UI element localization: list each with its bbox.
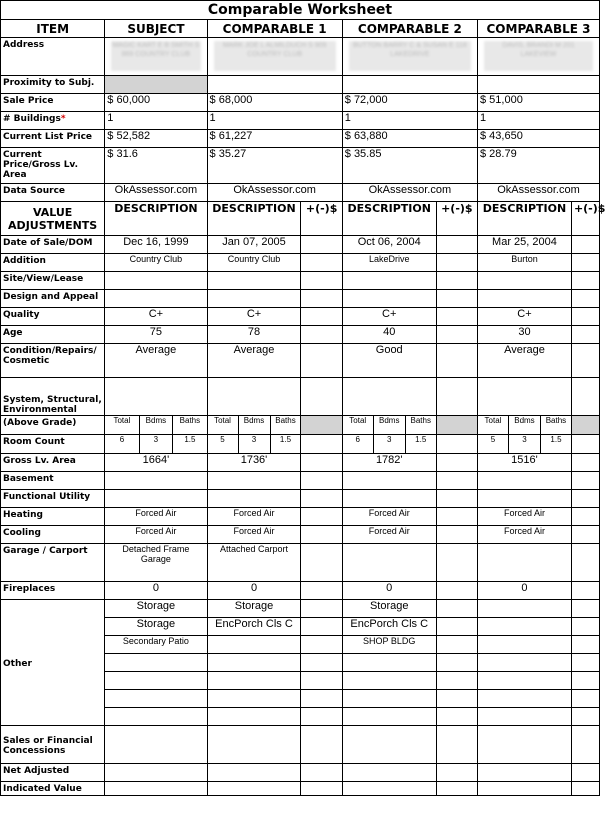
comp3-basement-adj <box>571 472 599 490</box>
subject-room-values <box>105 435 207 454</box>
comp2-garage-adj <box>436 544 477 582</box>
comp1-system-adj <box>301 378 342 416</box>
comp2-buildings: 1 <box>342 112 477 130</box>
subject-proximity <box>105 76 207 94</box>
comp3-age-adj <box>571 326 599 344</box>
comp3-fireplaces: 0 <box>478 582 572 600</box>
comp3-condition-adj <box>571 344 599 378</box>
comp2-site <box>342 272 436 290</box>
comp2-bdms-header: Bdms <box>373 416 405 435</box>
subject-sale-price: $ 60,000 <box>105 94 207 112</box>
comp2-sale-price: $ 72,000 <box>342 94 477 112</box>
comp3-indicated-value <box>478 782 572 796</box>
label-cooling: Cooling <box>1 526 105 544</box>
comp1-baths: 1.5 <box>270 435 301 454</box>
comp3-net-adjusted <box>478 764 572 782</box>
comp2-garage <box>342 544 436 582</box>
subject-baths-header: Baths <box>179 416 201 425</box>
subject-description-header: DESCRIPTION <box>105 202 207 236</box>
subject-design <box>105 290 207 308</box>
comp3-other-2-adj <box>571 618 599 636</box>
label-garage: Garage / Carport <box>1 544 105 582</box>
comp3-date: Mar 25, 2004 <box>478 236 572 254</box>
comp2-total: 6 <box>342 435 373 454</box>
label-addition: Addition <box>1 254 105 272</box>
label-site: Site/View/Lease <box>1 272 105 290</box>
comp2-heating-adj <box>436 508 477 526</box>
comp2-current-list: $ 63,880 <box>342 130 477 148</box>
comp2-other-5 <box>342 672 436 690</box>
comp1-baths-header: Baths <box>270 416 301 435</box>
subject-basement <box>105 472 207 490</box>
comp3-other-3 <box>478 636 572 654</box>
subject-address: MAGIC KART E B SMITH S 869 COUNTRY CLUB <box>105 38 207 76</box>
subject-concessions <box>105 726 207 764</box>
comp2-system-adj <box>436 378 477 416</box>
subject-bdms-header: Bdms <box>139 416 173 434</box>
comp3-quality: C+ <box>478 308 572 326</box>
comp2-design <box>342 290 436 308</box>
subject-baths: 1.5 <box>184 435 196 444</box>
comp3-site-adj <box>571 272 599 290</box>
comp3-bdms: 3 <box>508 435 540 454</box>
comp1-other-2-adj <box>301 618 342 636</box>
comp3-condition: Average <box>478 344 572 378</box>
label-gla: Gross Lv. Area <box>1 454 105 472</box>
comp2-other-7-adj <box>436 708 477 726</box>
comp3-other-1-adj <box>571 600 599 618</box>
subject-other-2: Storage <box>105 618 207 636</box>
comp3-other-5 <box>478 672 572 690</box>
comp3-bdms-header: Bdms <box>508 416 540 435</box>
comp2-other-2: EncPorch Cls C <box>342 618 436 636</box>
comp1-other-2: EncPorch Cls C <box>207 618 301 636</box>
label-proximity: Proximity to Subj. <box>1 76 105 94</box>
subject-heating: Forced Air <box>105 508 207 526</box>
comp1-site-adj <box>301 272 342 290</box>
subject-current-list: $ 52,582 <box>105 130 207 148</box>
comp1-age: 78 <box>207 326 301 344</box>
comp3-net-adjusted-adj <box>571 764 599 782</box>
subject-gla: 1664' <box>105 454 207 472</box>
label-other: Other <box>1 600 105 726</box>
comp2-condition-adj <box>436 344 477 378</box>
comp1-adjustment-header: +(-)$ <box>301 202 342 236</box>
label-sale-price: Sale Price <box>1 94 105 112</box>
comp3-garage-adj <box>571 544 599 582</box>
comp2-bdms: 3 <box>373 435 405 454</box>
comp2-design-adj <box>436 290 477 308</box>
comp1-data-source: OkAssessor.com <box>207 184 342 202</box>
comp2-baths: 1.5 <box>405 435 436 454</box>
comp2-other-3-adj <box>436 636 477 654</box>
comp1-condition: Average <box>207 344 301 378</box>
comp1-site <box>207 272 301 290</box>
comp3-other-5-adj <box>571 672 599 690</box>
comp1-buildings: 1 <box>207 112 342 130</box>
comp1-indicated-value <box>207 782 301 796</box>
comp2-date-adj <box>436 236 477 254</box>
label-fireplaces: Fireplaces <box>1 582 105 600</box>
comp1-other-3-adj <box>301 636 342 654</box>
comp2-indicated-value <box>342 782 436 796</box>
comp2-other-5-adj <box>436 672 477 690</box>
required-mark: * <box>60 114 66 124</box>
comp2-proximity <box>342 76 477 94</box>
comp1-basement <box>207 472 301 490</box>
subject-system <box>105 378 207 416</box>
comp3-functional-adj <box>571 490 599 508</box>
comp3-age: 30 <box>478 326 572 344</box>
header-subject: SUBJECT <box>105 20 207 38</box>
comp1-indicated-value-adj <box>301 782 342 796</box>
comp2-other-4-adj <box>436 654 477 672</box>
comp1-quality-adj <box>301 308 342 326</box>
comp1-bdms-header: Bdms <box>238 416 270 435</box>
comp2-indicated-value-adj <box>436 782 477 796</box>
comp3-other-2 <box>478 618 572 636</box>
comp3-system-adj <box>571 378 599 416</box>
comp1-other-3 <box>207 636 301 654</box>
subject-room-headers <box>105 416 207 435</box>
comp1-condition-adj <box>301 344 342 378</box>
comp2-condition: Good <box>342 344 436 378</box>
subject-total: 6 <box>105 435 139 453</box>
subject-data-source: OkAssessor.com <box>105 184 207 202</box>
header-item: ITEM <box>1 20 105 38</box>
comp1-gla-adj <box>301 454 342 472</box>
comp1-date: Jan 07, 2005 <box>207 236 301 254</box>
comp1-other-5-adj <box>301 672 342 690</box>
header-comp1: COMPARABLE 1 <box>207 20 342 38</box>
label-age: Age <box>1 326 105 344</box>
comp3-other-4-adj <box>571 654 599 672</box>
label-buildings: # Buildings* <box>1 112 105 130</box>
comp3-design-adj <box>571 290 599 308</box>
comp1-functional <box>207 490 301 508</box>
label-net-adjusted: Net Adjusted <box>1 764 105 782</box>
comp3-concessions <box>478 726 572 764</box>
subject-date: Dec 16, 1999 <box>105 236 207 254</box>
comp2-other-1: Storage <box>342 600 436 618</box>
subject-condition: Average <box>105 344 207 378</box>
comp2-room-count-adj <box>436 435 477 454</box>
header-comp2: COMPARABLE 2 <box>342 20 477 38</box>
comp2-age: 40 <box>342 326 436 344</box>
comp2-addition-adj <box>436 254 477 272</box>
comp1-addition-adj <box>301 254 342 272</box>
comp3-address: DAVIS, BRANDI M 201 LAKEVIEW <box>478 38 600 76</box>
comp1-gla: 1736' <box>207 454 301 472</box>
comp1-other-6-adj <box>301 690 342 708</box>
subject-other-3: Secondary Patio <box>105 636 207 654</box>
comp1-other-7 <box>207 708 301 726</box>
comp2-room-adj <box>436 416 477 435</box>
subject-other-5 <box>105 672 207 690</box>
comp2-other-1-adj <box>436 600 477 618</box>
comp2-concessions-adj <box>436 726 477 764</box>
comp1-age-adj <box>301 326 342 344</box>
label-price-gla: Current Price/Gross Lv. Area <box>1 148 105 184</box>
comp1-concessions-adj <box>301 726 342 764</box>
comp3-proximity <box>478 76 600 94</box>
label-basement: Basement <box>1 472 105 490</box>
comp2-description-header: DESCRIPTION <box>342 202 436 236</box>
subject-other-1: Storage <box>105 600 207 618</box>
label-current-list: Current List Price <box>1 130 105 148</box>
subject-garage: Detached Frame Garage <box>105 544 207 582</box>
comp2-other-7 <box>342 708 436 726</box>
comp1-fireplaces-adj <box>301 582 342 600</box>
comp1-cooling-adj <box>301 526 342 544</box>
comp2-quality-adj <box>436 308 477 326</box>
comp1-proximity <box>207 76 342 94</box>
comp2-other-6-adj <box>436 690 477 708</box>
comp1-price-gla: $ 35.27 <box>207 148 342 184</box>
comp1-other-1: Storage <box>207 600 301 618</box>
comp2-net-adjusted <box>342 764 436 782</box>
comp2-quality: C+ <box>342 308 436 326</box>
comp2-gla-adj <box>436 454 477 472</box>
comp3-other-6-adj <box>571 690 599 708</box>
comp2-other-4 <box>342 654 436 672</box>
comp1-quality: C+ <box>207 308 301 326</box>
comp1-cooling: Forced Air <box>207 526 301 544</box>
label-above-grade: (Above Grade) <box>1 416 105 435</box>
comp3-addition: Burton <box>478 254 572 272</box>
comp1-garage-adj <box>301 544 342 582</box>
subject-net-adjusted <box>105 764 207 782</box>
comp3-basement <box>478 472 572 490</box>
subject-addition: Country Club <box>105 254 207 272</box>
comp2-site-adj <box>436 272 477 290</box>
comp2-other-6 <box>342 690 436 708</box>
label-heating: Heating <box>1 508 105 526</box>
subject-price-gla: $ 31.6 <box>105 148 207 184</box>
comp2-address: BUTTON BARRY C & SUSAN E 118 LAKEDRIVE <box>342 38 477 76</box>
comp2-system <box>342 378 436 416</box>
label-quality: Quality <box>1 308 105 326</box>
comp3-total: 5 <box>478 435 509 454</box>
subject-buildings: 1 <box>105 112 207 130</box>
comp1-system <box>207 378 301 416</box>
comp3-cooling-adj <box>571 526 599 544</box>
subject-cooling: Forced Air <box>105 526 207 544</box>
comp3-data-source: OkAssessor.com <box>478 184 600 202</box>
comp3-other-7-adj <box>571 708 599 726</box>
comp1-addition: Country Club <box>207 254 301 272</box>
comp3-current-list: $ 43,650 <box>478 130 600 148</box>
comp1-net-adjusted-adj <box>301 764 342 782</box>
comp1-description-header: DESCRIPTION <box>207 202 301 236</box>
comp3-room-adj <box>571 416 599 435</box>
comp3-fireplaces-adj <box>571 582 599 600</box>
comp2-basement <box>342 472 436 490</box>
subject-age: 75 <box>105 326 207 344</box>
comp3-indicated-value-adj <box>571 782 599 796</box>
comp3-garage <box>478 544 572 582</box>
subject-other-4 <box>105 654 207 672</box>
label-room-count: Room Count <box>1 435 105 454</box>
comp2-addition: LakeDrive <box>342 254 436 272</box>
comp3-other-4 <box>478 654 572 672</box>
label-condition: Condition/Repairs/ Cosmetic <box>1 344 105 378</box>
comp2-fireplaces: 0 <box>342 582 436 600</box>
comp1-total: 5 <box>207 435 238 454</box>
comp3-functional <box>478 490 572 508</box>
comp2-data-source: OkAssessor.com <box>342 184 477 202</box>
comp3-site <box>478 272 572 290</box>
comp1-other-5 <box>207 672 301 690</box>
comp2-total-header: Total <box>342 416 373 435</box>
comp3-total-header: Total <box>478 416 509 435</box>
comp1-address: MARK JOE L ALMILDUCH S 909 COUNTRY CLUB <box>207 38 342 76</box>
comp3-price-gla: $ 28.79 <box>478 148 600 184</box>
comp1-heating: Forced Air <box>207 508 301 526</box>
comp2-cooling: Forced Air <box>342 526 436 544</box>
comp2-basement-adj <box>436 472 477 490</box>
comp1-other-1-adj <box>301 600 342 618</box>
comp1-room-adj <box>301 416 342 435</box>
comp1-other-7-adj <box>301 708 342 726</box>
comp3-description-header: DESCRIPTION <box>478 202 572 236</box>
comp3-other-1 <box>478 600 572 618</box>
subject-quality: C+ <box>105 308 207 326</box>
comp3-quality-adj <box>571 308 599 326</box>
comp2-price-gla: $ 35.85 <box>342 148 477 184</box>
comp1-design <box>207 290 301 308</box>
comp1-net-adjusted <box>207 764 301 782</box>
comp3-baths-header: Baths <box>540 416 571 435</box>
comp2-concessions <box>342 726 436 764</box>
label-indicated-value: Indicated Value <box>1 782 105 796</box>
comp3-adjustment-header: +(-)$ <box>571 202 599 236</box>
comp1-functional-adj <box>301 490 342 508</box>
label-data-source: Data Source <box>1 184 105 202</box>
label-functional: Functional Utility <box>1 490 105 508</box>
comp3-buildings: 1 <box>478 112 600 130</box>
comp3-addition-adj <box>571 254 599 272</box>
subject-total-header: Total <box>105 416 139 434</box>
comp1-design-adj <box>301 290 342 308</box>
comp2-other-3: SHOP BLDG <box>342 636 436 654</box>
comp3-gla-adj <box>571 454 599 472</box>
comp1-total-header: Total <box>207 416 238 435</box>
subject-functional <box>105 490 207 508</box>
comp1-room-count-adj <box>301 435 342 454</box>
comp2-baths-header: Baths <box>405 416 436 435</box>
subject-site <box>105 272 207 290</box>
comp3-gla: 1516' <box>478 454 572 472</box>
comp2-cooling-adj <box>436 526 477 544</box>
comp1-concessions <box>207 726 301 764</box>
comp2-fireplaces-adj <box>436 582 477 600</box>
comp3-other-7 <box>478 708 572 726</box>
comp3-baths: 1.5 <box>540 435 571 454</box>
comp1-fireplaces: 0 <box>207 582 301 600</box>
comp2-heating: Forced Air <box>342 508 436 526</box>
subject-other-7 <box>105 708 207 726</box>
comp3-room-count-adj <box>571 435 599 454</box>
comp1-current-list: $ 61,227 <box>207 130 342 148</box>
comp3-other-3-adj <box>571 636 599 654</box>
comp2-age-adj <box>436 326 477 344</box>
comp1-other-4 <box>207 654 301 672</box>
label-address: Address <box>1 38 105 76</box>
comp1-heating-adj <box>301 508 342 526</box>
comp3-cooling: Forced Air <box>478 526 572 544</box>
header-comp3: COMPARABLE 3 <box>478 20 600 38</box>
comp3-system <box>478 378 572 416</box>
subject-bdms: 3 <box>139 435 173 453</box>
comp1-other-6 <box>207 690 301 708</box>
comp3-heating-adj <box>571 508 599 526</box>
comp2-date: Oct 06, 2004 <box>342 236 436 254</box>
comp3-design <box>478 290 572 308</box>
comp1-date-adj <box>301 236 342 254</box>
subject-fireplaces: 0 <box>105 582 207 600</box>
comp1-bdms: 3 <box>238 435 270 454</box>
label-design: Design and Appeal <box>1 290 105 308</box>
comp3-other-6 <box>478 690 572 708</box>
comp1-sale-price: $ 68,000 <box>207 94 342 112</box>
comp2-net-adjusted-adj <box>436 764 477 782</box>
comp3-heating: Forced Air <box>478 508 572 526</box>
label-system: System, Structural, Environmental <box>1 378 105 416</box>
label-value-adjustments: VALUE ADJUSTMENTS <box>1 202 105 236</box>
comp2-other-2-adj <box>436 618 477 636</box>
comp3-sale-price: $ 51,000 <box>478 94 600 112</box>
comp2-gla: 1782' <box>342 454 436 472</box>
comp3-date-adj <box>571 236 599 254</box>
label-sales-concessions: Sales or Financial Concessions <box>1 726 105 764</box>
comp2-adjustment-header: +(-)$ <box>436 202 477 236</box>
subject-other-6 <box>105 690 207 708</box>
comp1-garage: Attached Carport <box>207 544 301 582</box>
label-date-sale: Date of Sale/DOM <box>1 236 105 254</box>
comp1-basement-adj <box>301 472 342 490</box>
comp2-functional <box>342 490 436 508</box>
comp3-concessions-adj <box>571 726 599 764</box>
comp1-other-4-adj <box>301 654 342 672</box>
worksheet-title: Comparable Worksheet <box>1 1 600 20</box>
subject-indicated-value <box>105 782 207 796</box>
comp2-functional-adj <box>436 490 477 508</box>
